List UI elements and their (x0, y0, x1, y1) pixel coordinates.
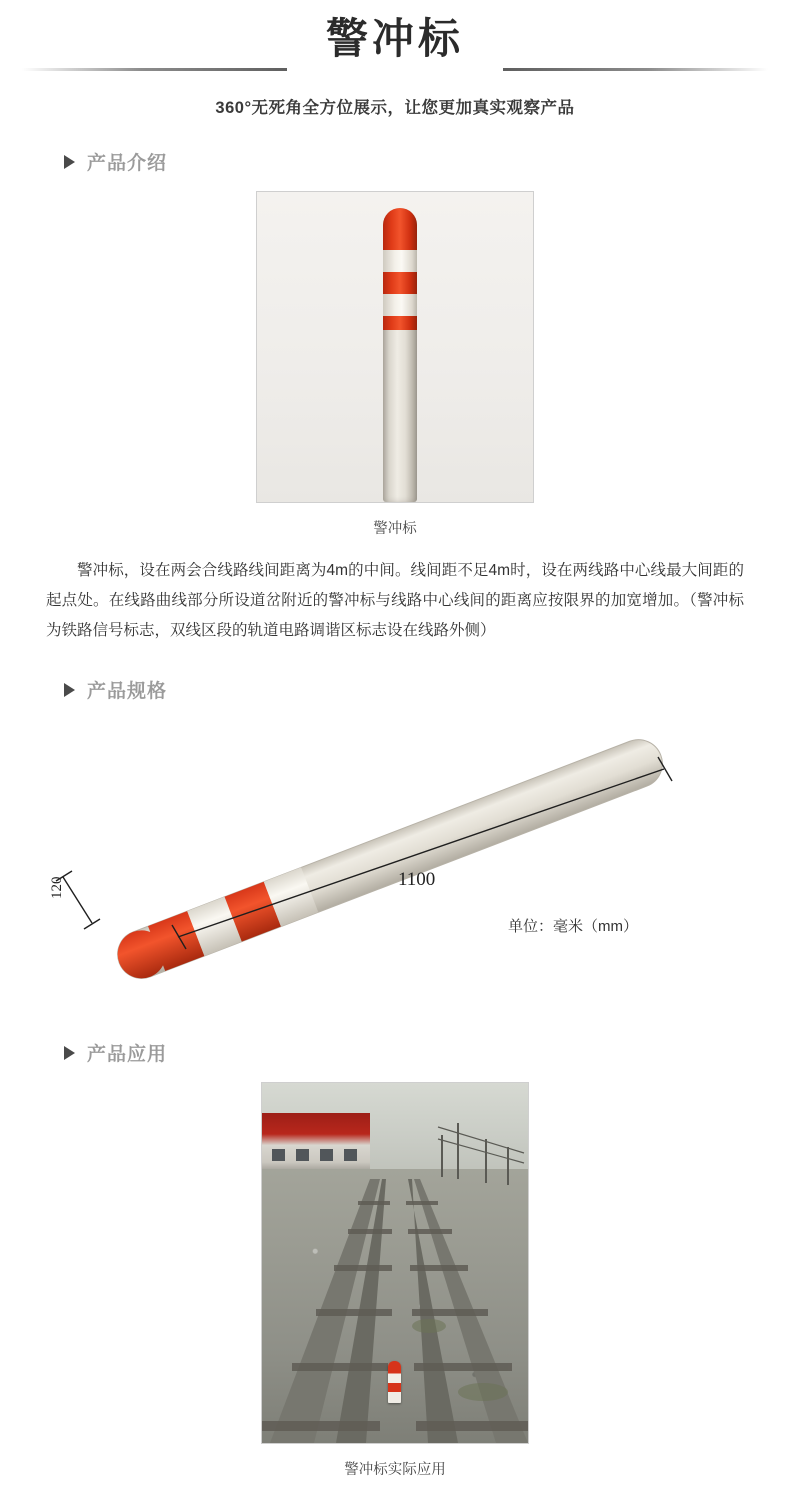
section-heading-intro (64, 148, 790, 175)
unit-note: 单位：毫米（mm） (508, 918, 638, 935)
product-photo-closeup (257, 192, 533, 502)
section-title-application: 产品应用 (87, 1044, 168, 1065)
vegetation-patch (412, 1319, 446, 1333)
header-rule-right (503, 68, 768, 71)
page-title: 警冲标 (325, 15, 464, 62)
header-rule-left (22, 68, 287, 71)
intro-photo-block (0, 191, 790, 538)
triangle-right-icon (64, 683, 75, 697)
section-heading-application (64, 1039, 790, 1066)
installed-bollard (388, 1361, 401, 1403)
application-photo (262, 1083, 528, 1443)
intro-photo-caption: 警冲标 (373, 521, 417, 537)
spec-diagram (0, 709, 790, 1009)
vegetation-patch (458, 1383, 508, 1401)
bollard-red-cap (383, 208, 417, 250)
bottom-spacer (0, 1479, 790, 1509)
application-photo-caption: 警冲标实际应用 (344, 1462, 446, 1478)
diameter-value-label: 120 (49, 876, 65, 899)
bollard-rotated-group (111, 733, 670, 986)
intro-paragraph: 警冲标，设在两会合线路线间距离为4m的中间。线间距不足4m时，设在两线路中心线最大间距的起点处。在线路曲线部分所设道岔附近的警冲标与线路中心线间的距离应按限界的加宽增加。（警冲标为铁路信号标志，双线区段的轨道电路调谐区标志设在线路外侧） (46, 562, 744, 639)
section-title-spec: 产品规格 (87, 681, 168, 702)
triangle-right-icon (64, 155, 75, 169)
section-title-intro: 产品介绍 (87, 153, 168, 174)
application-photo-frame (261, 1082, 529, 1444)
bollard-white-band-1 (383, 250, 417, 272)
bollard-red-band-2 (383, 316, 417, 330)
bollard-white-band-2 (383, 294, 417, 316)
catenary-poles (442, 1123, 508, 1185)
catenary-wires (438, 1127, 524, 1163)
page-subtitle: 360°无死角全方位展示，让您更加真实观察产品 (215, 99, 575, 117)
page-header (0, 0, 790, 78)
spec-diagram-svg (0, 709, 790, 1009)
triangle-right-icon (64, 1046, 75, 1060)
length-value-label: 1100 (398, 869, 436, 890)
bollard-red-band-1 (383, 272, 417, 294)
intro-photo-frame (256, 191, 534, 503)
application-photo-block (0, 1082, 790, 1479)
section-heading-spec (64, 676, 790, 703)
